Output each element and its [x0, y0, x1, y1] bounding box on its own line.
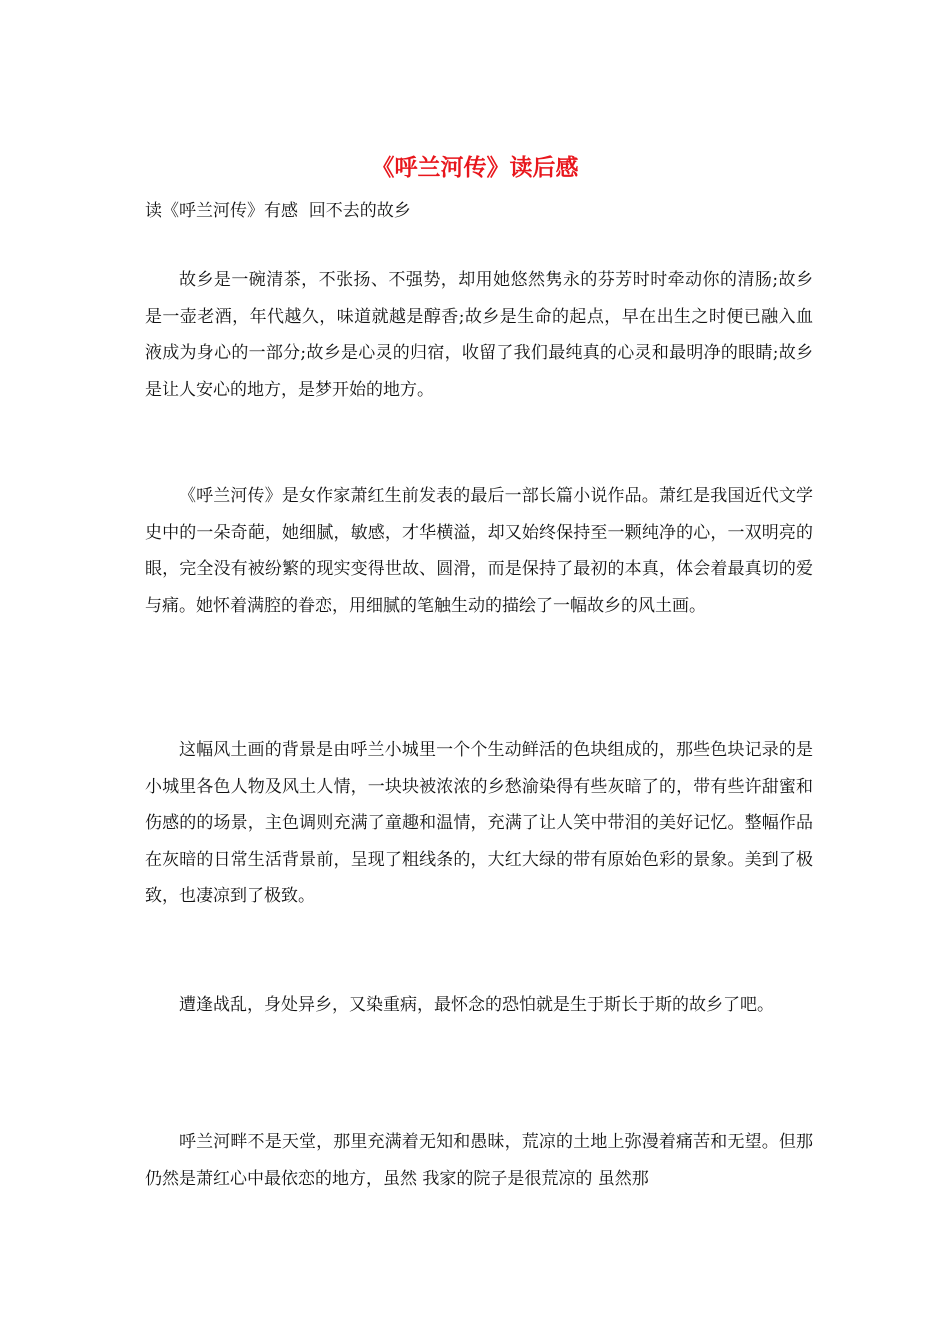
document-title: 《呼兰河传》读后感 — [371, 154, 579, 181]
document-subtitle: 读《呼兰河传》有感 回不去的故乡 — [145, 201, 411, 221]
paragraph-4: 遭逢战乱，身处异乡，又染重病，最怀念的恐怕就是生于斯长于斯的故乡了吧。 — [179, 995, 774, 1015]
paragraph-5: 呼兰河畔不是天堂，那里充满着无知和愚昧，荒凉的土地上弥漫着痛苦和无望。但那仍然是萧红心中最依恋的地方，虽然 我家的院子是很荒凉的 虽然那 — [145, 1132, 813, 1189]
paragraph-1: 故乡是一碗清茶，不张扬、不强势，却用她悠然隽永的芬芳时时牵动你的清肠;故乡是一壶老酒，年代越久，味道就越是醇香;故乡是生命的起点，早在出生之时便已融入血液成为身心的一部分;故乡是心灵的归宿，收留了我们最纯真的心灵和最明净的眼睛;故乡是让人安心的地方，是梦开始的地方。 — [145, 270, 813, 400]
paragraph-2: 《呼兰河传》是女作家萧红生前发表的最后一部长篇小说作品。萧红是我国近代文学史中的一朵奇葩，她细腻，敏感，才华横溢，却又始终保持至一颗纯净的心，一双明亮的眼，完全没有被纷繁的现实变得世故、圆滑，而是保持了最初的本真，体会着最真切的爱与痛。她怀着满腔的眷恋，用细腻的笔触生动的描绘了一幅故乡的风土画。 — [145, 486, 813, 616]
paragraph-3: 这幅风土画的背景是由呼兰小城里一个个生动鲜活的色块组成的，那些色块记录的是小城里各色人物及风土人情，一块块被浓浓的乡愁渝染得有些灰暗了的，带有些许甜蜜和伤感的的场景，主色调则充满了童趣和温情，充满了让人笑中带泪的美好记忆。整幅作品在灰暗的日常生活背景前，呈现了粗线条的，大红大绿的带有原始色彩的景象。美到了极致，也凄凉到了极致。 — [145, 740, 813, 906]
